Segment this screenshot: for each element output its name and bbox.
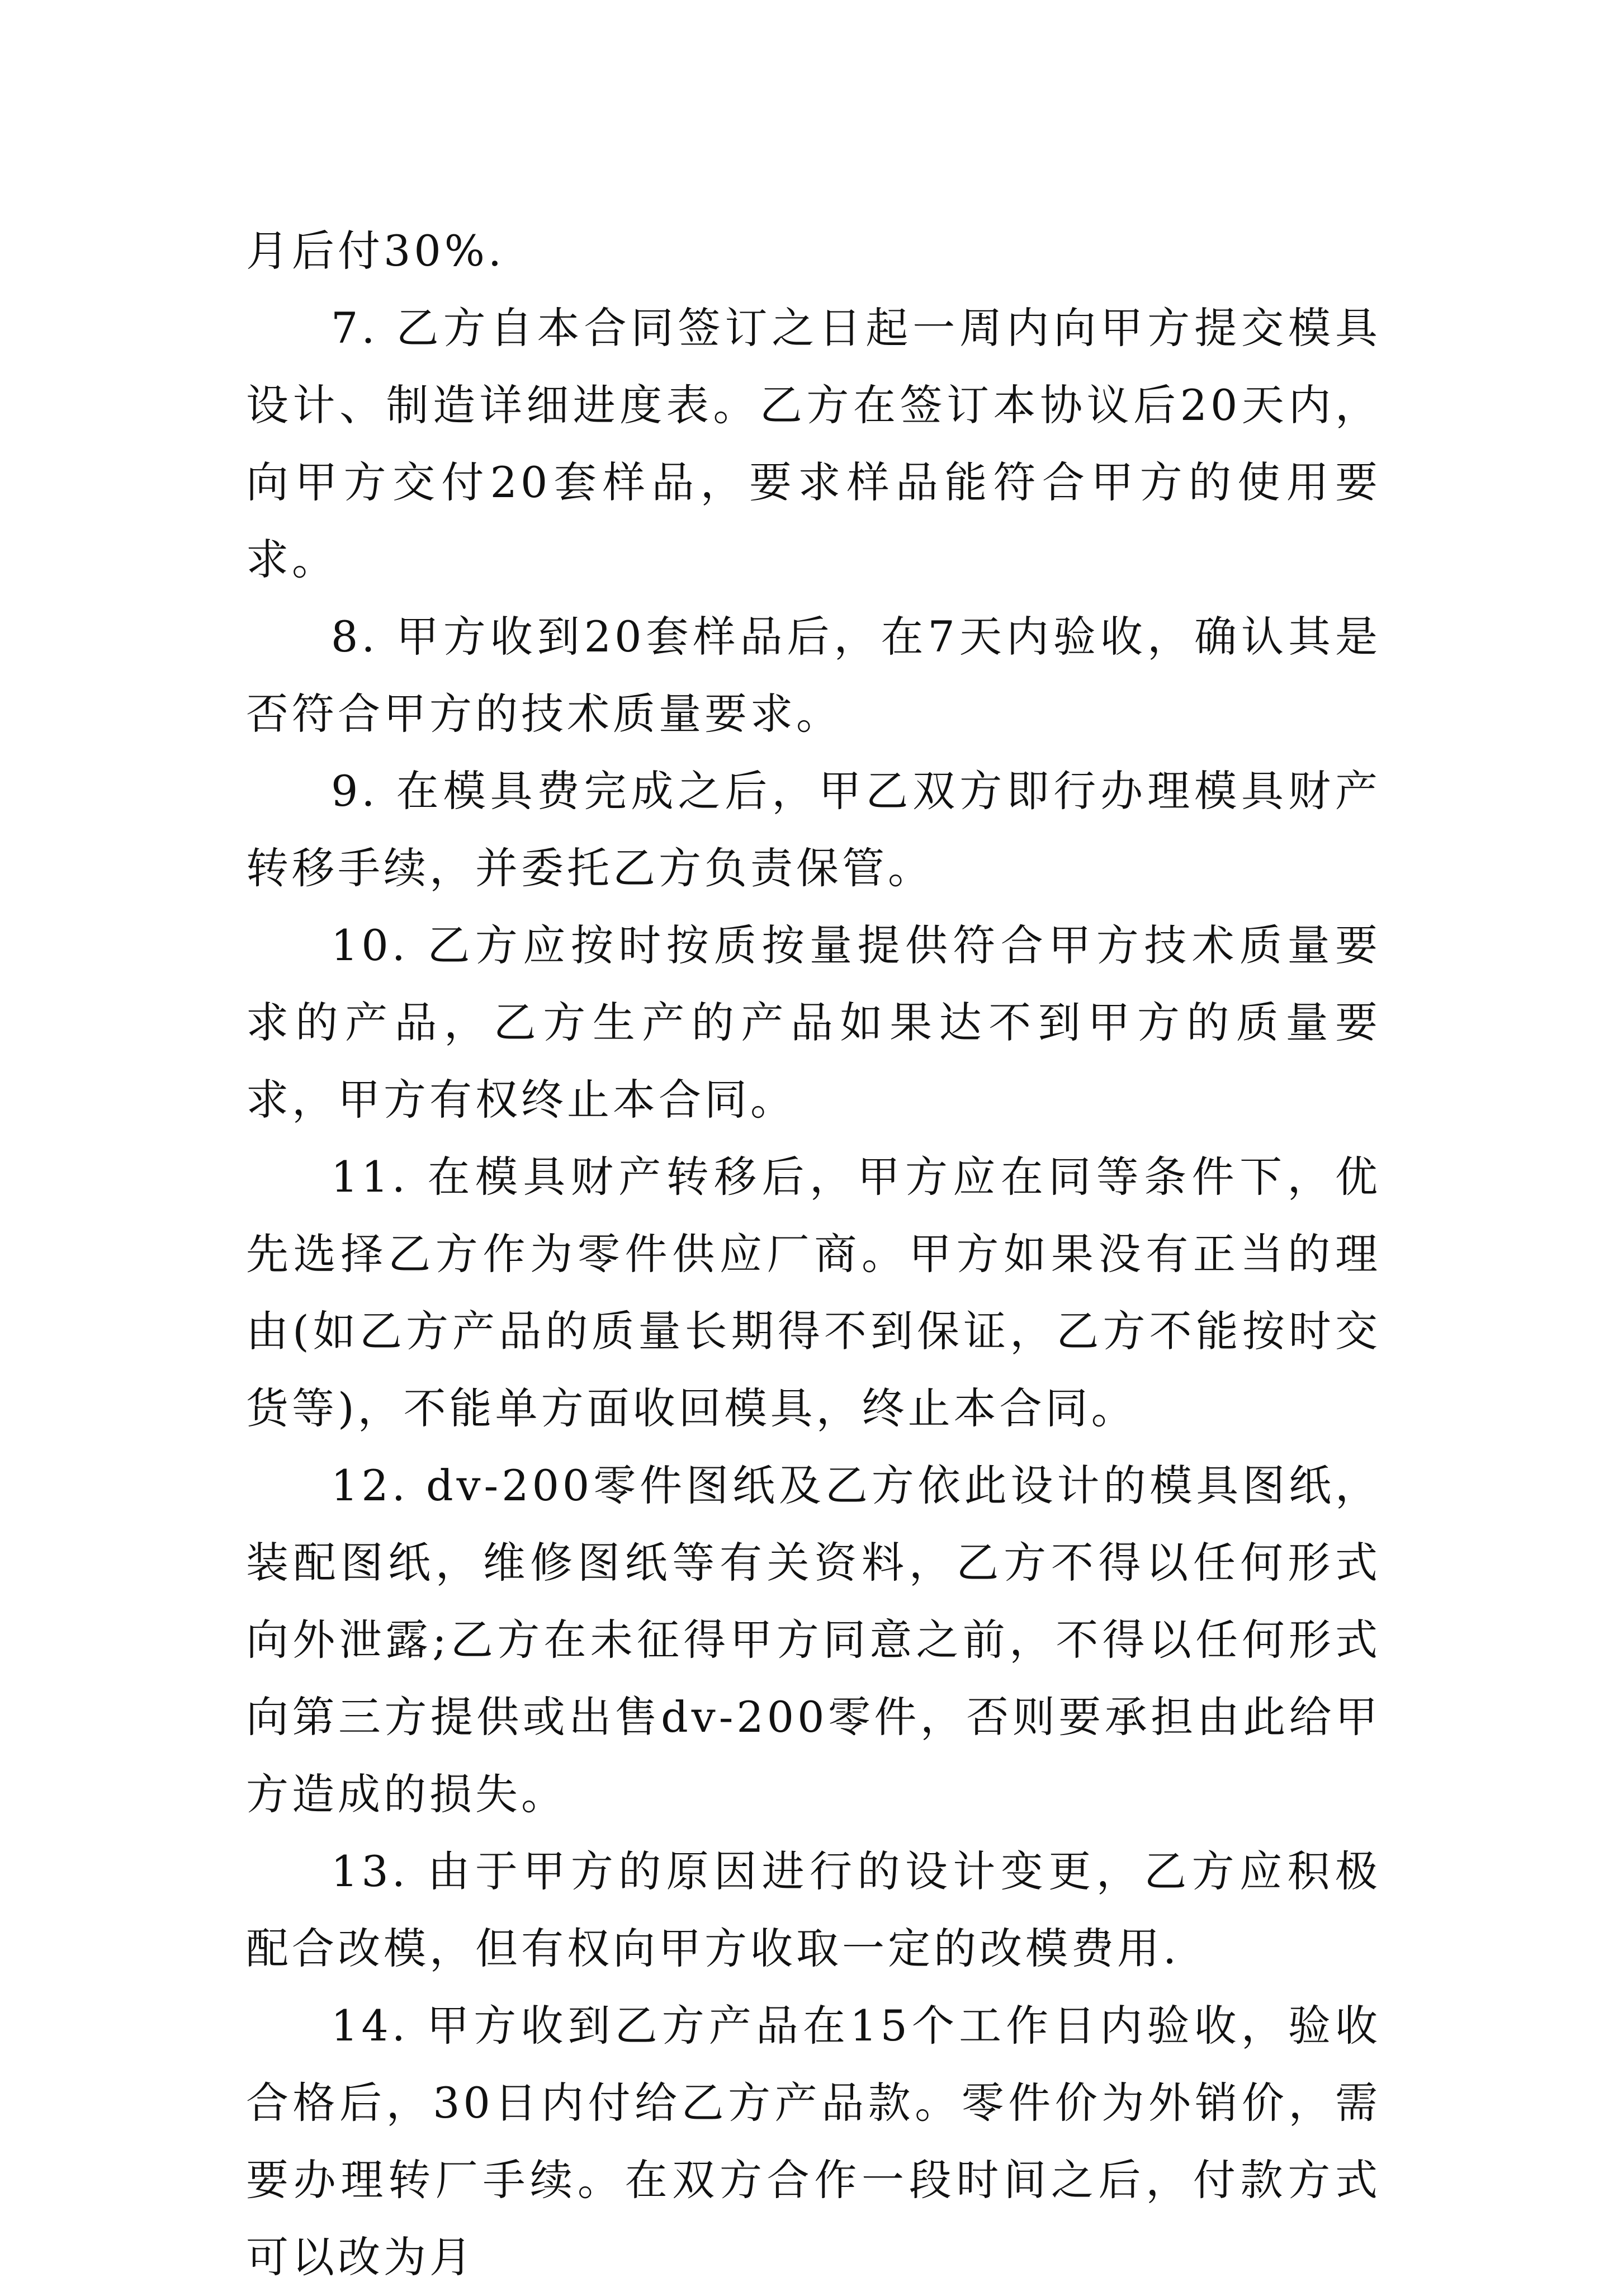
clause-7: 7. 乙方自本合同签订之日起一周内向甲方提交模具设计、制造详细进度表。乙方在签订本协议后20天内，向甲方交付20套样品，要求样品能符合甲方的使用要求。: [246, 303, 1381, 584]
clause-12: 12. dv-200零件图纸及乙方依此设计的模具图纸，装配图纸，维修图纸等有关资料，乙方不得以任何形式向外泄露;乙方在未征得甲方同意之前，不得以任何形式向第三方提供或出售dv-200零件，否则要承担由此给甲方造成的损失。: [246, 1461, 1381, 1819]
paragraph-continuation: 月后付30%.: [246, 226, 505, 276]
clause-13: 13. 由于甲方的原因进行的设计变更，乙方应积极配合改模，但有权向甲方收取一定的改模费用.: [246, 1846, 1381, 1973]
clause-10: 10. 乙方应按时按质按量提供符合甲方技术质量要求的产品，乙方生产的产品如果达不到甲方的质量要求，甲方有权终止本合同。: [246, 920, 1381, 1125]
clause-9: 9. 在模具费完成之后，甲乙双方即行办理模具财产转移手续，并委托乙方负责保管。: [246, 766, 1381, 893]
clause-8: 8. 甲方收到20套样品后，在7天内验收，确认其是否符合甲方的技术质量要求。: [246, 612, 1381, 739]
clause-14: 14. 甲方收到乙方产品在15个工作日内验收，验收合格后，30日内付给乙方产品款。零件价为外销价，需要办理转厂手续。在双方合作一段时间之后，付款方式可以改为月: [246, 2001, 1381, 2282]
clause-11: 11. 在模具财产转移后，甲方应在同等条件下，优先选择乙方作为零件供应厂商。甲方如果没有正当的理由(如乙方产品的质量长期得不到保证，乙方不能按时交货等)，不能单方面收回模具，终止本合同。: [246, 1152, 1381, 1433]
document-body: [246, 212, 1381, 2296]
